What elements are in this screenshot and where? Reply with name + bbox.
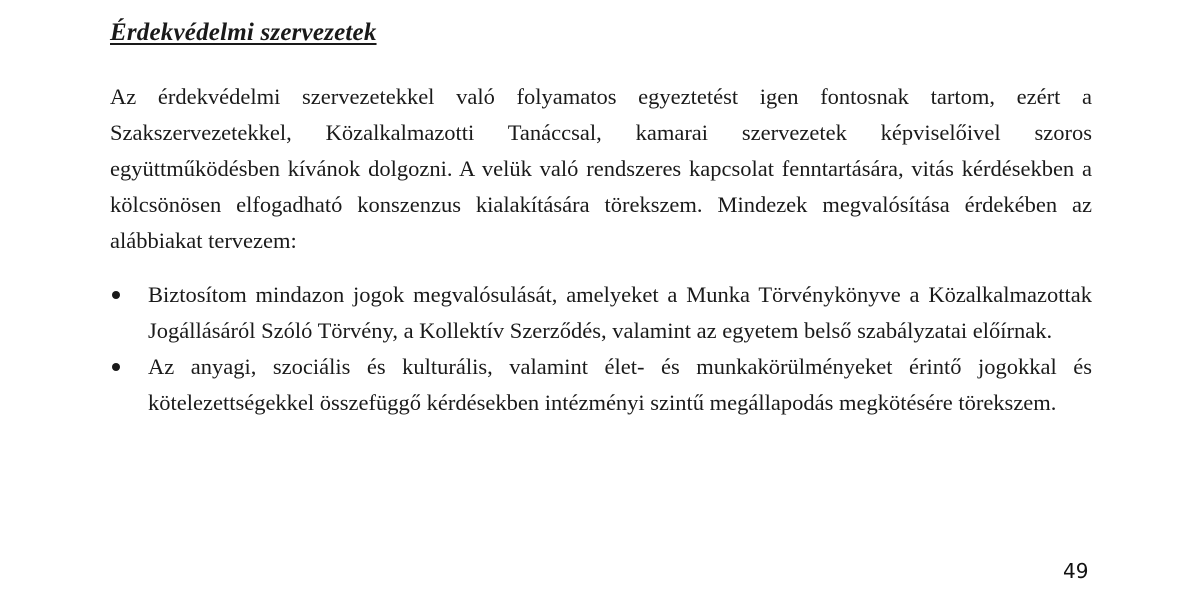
bullet-list — [0, 277, 1200, 421]
list-item — [0, 277, 1200, 349]
bullet-icon — [112, 291, 120, 299]
bullet-icon — [112, 363, 120, 371]
bullet-text: Az anyagi, szociális és kulturális, valamint élet- és munkakörülményeket érintő jogokkal és kötelezettségekkel összefüggő kérdésekben intézményi szintű megállapodás megkötésére törekszem. — [148, 354, 1092, 415]
intro-paragraph: Az érdekvédelmi szervezetekkel való folyamatos egyeztetést igen fontosnak tartom, ezért a Szakszervezetekkel, Közalkalmazotti Tanáccsal, kamarai szervezetek képviselőivel szoros együttműködésben kívánok dolgozni. A velük való rendszeres kapcsolat fenntartására, vitás kérdésekben a kölcsönösen elfogadható konszenzus kialakítására törekszem. Mindezek megvalósítása érdekében az alábbiakat tervezem: — [110, 84, 1092, 253]
bullet-text: Biztosítom mindazon jogok megvalósulását, amelyeket a Munka Törvénykönyve a Közalkalmazottak Jogállásáról Szóló Törvény, a Kollektív Szerződés, valamint az egyetem belső szabályzatai előírnak. — [148, 282, 1092, 343]
list-item — [0, 349, 1200, 421]
section-heading: Érdekvédelmi szervezetek — [110, 19, 377, 46]
page-number: 49 — [1063, 559, 1089, 583]
